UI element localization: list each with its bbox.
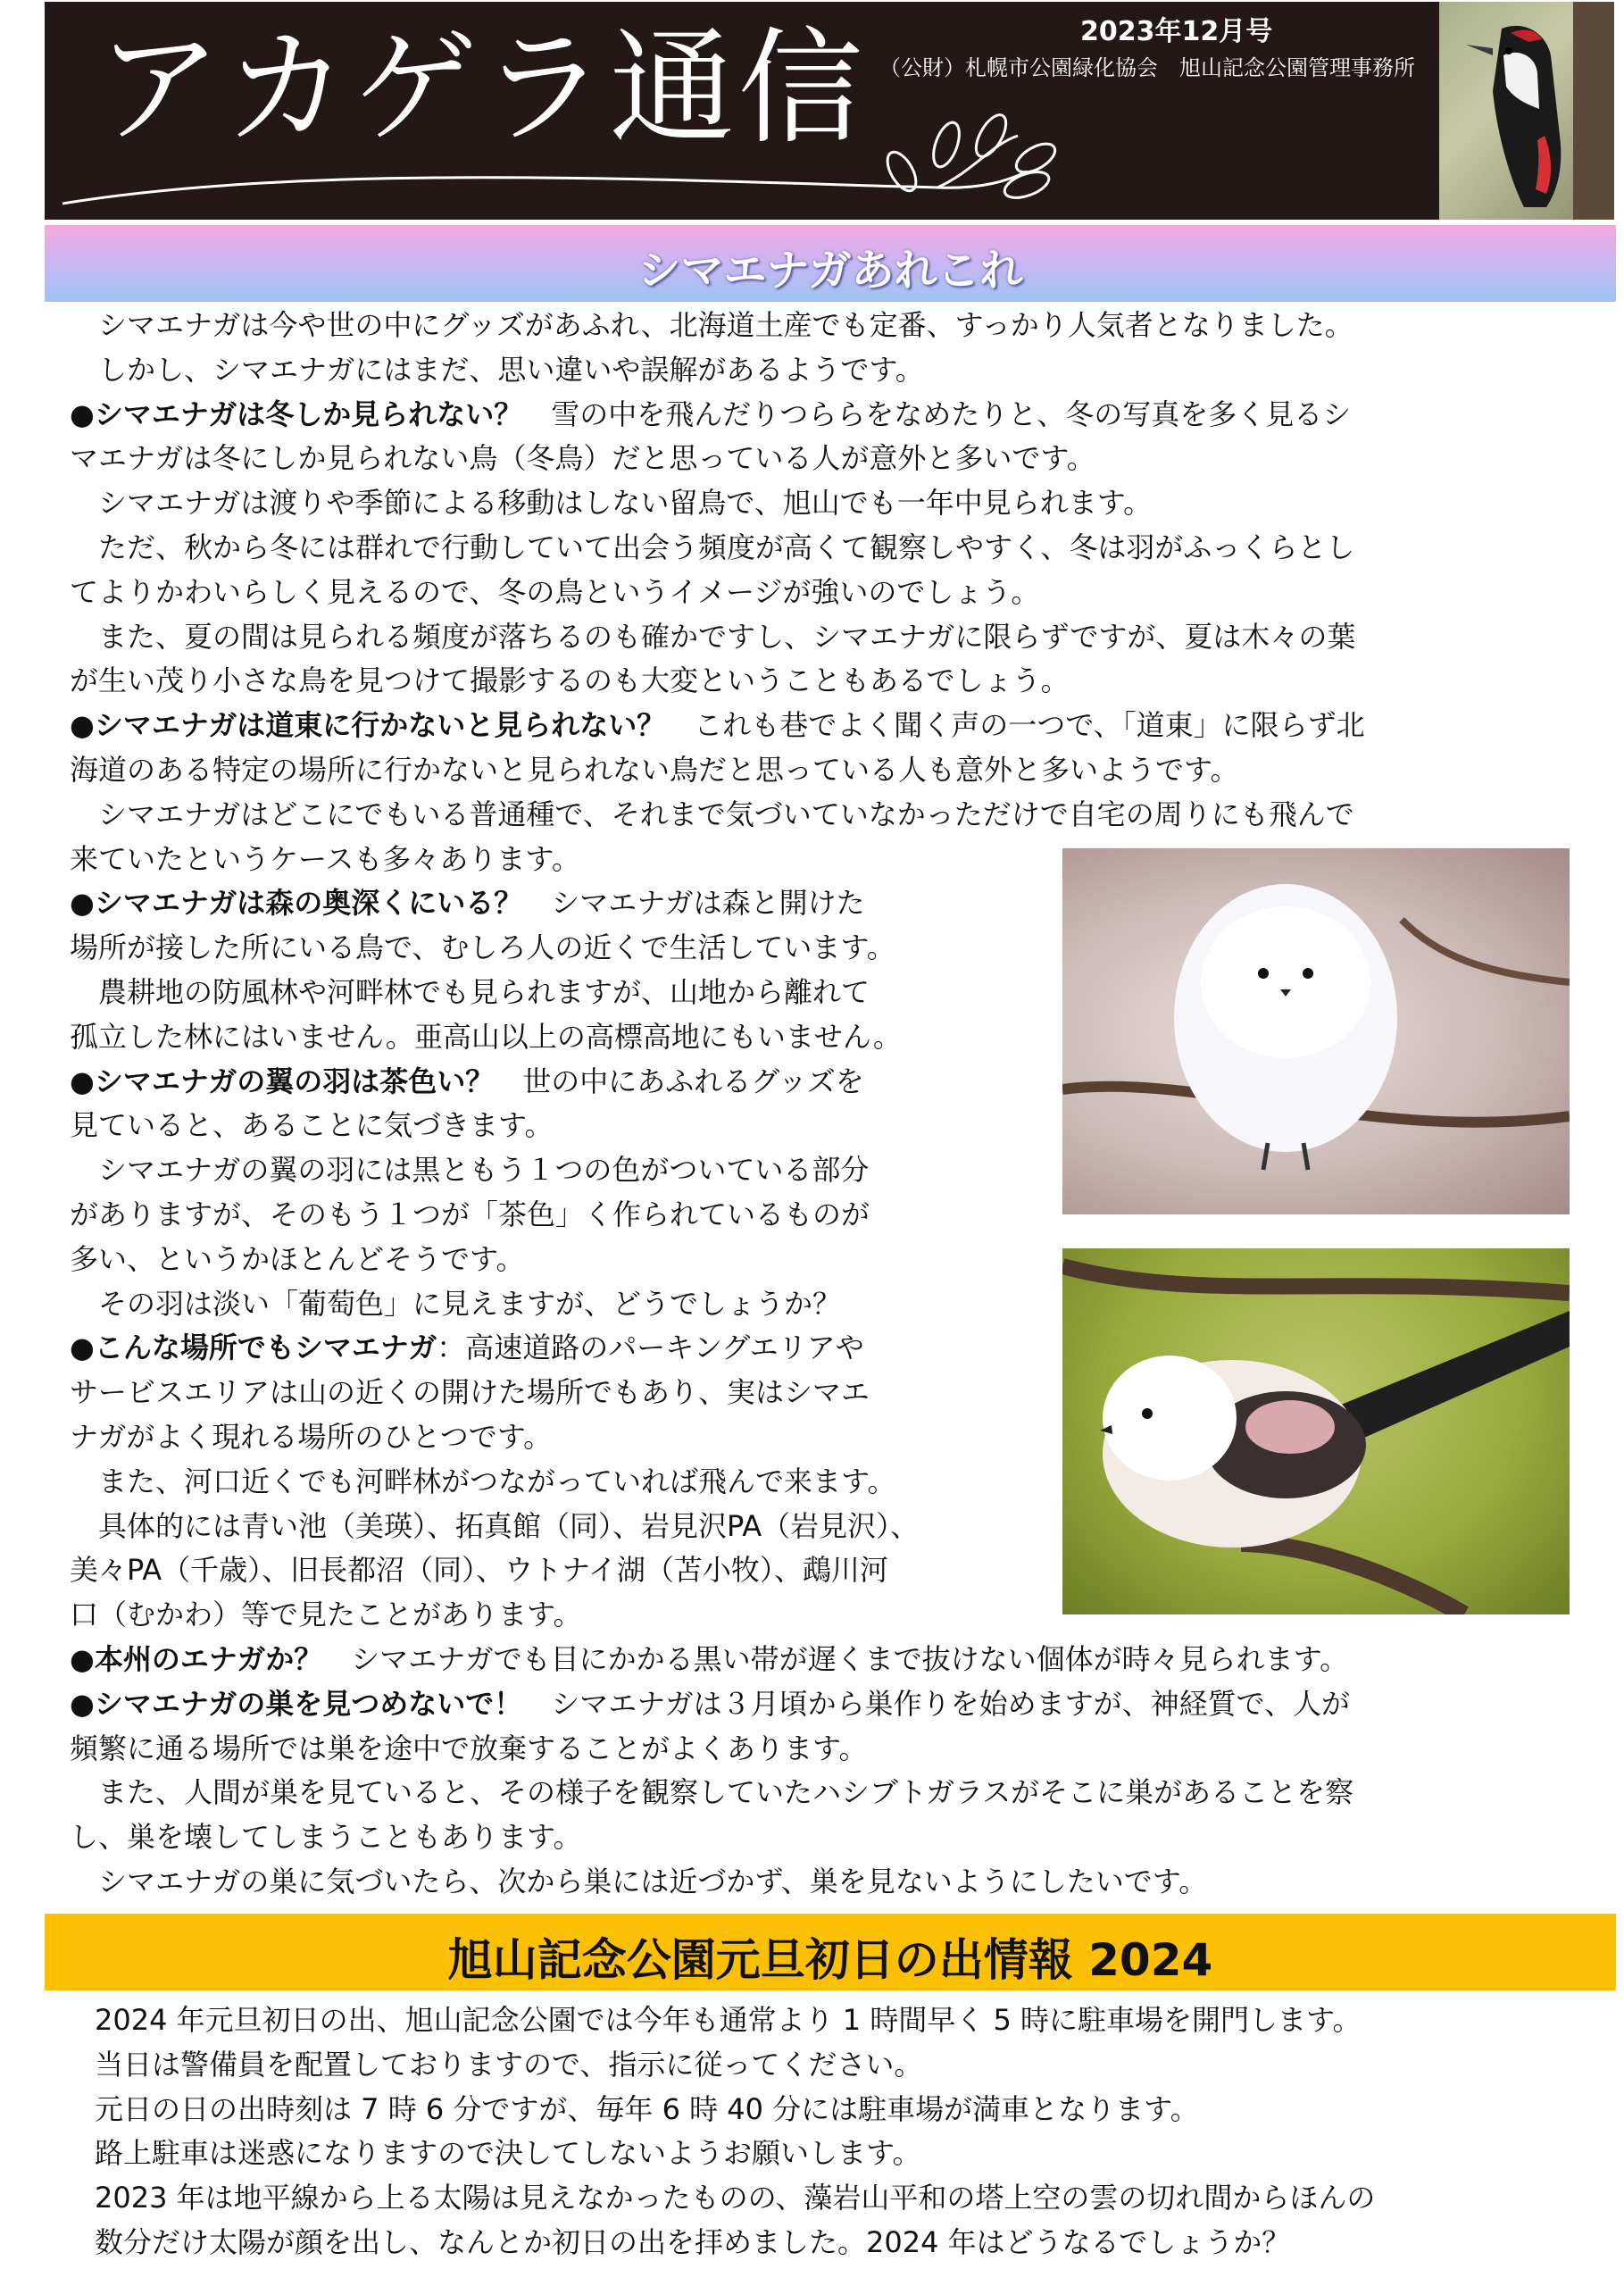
section-header-bar [45,225,1616,302]
body-text: シマエナガはどこにでもいる普通種で、それまで気づいていなかっただけで自宅の周りにも飛んで [70,797,1354,831]
body-text: 口（むかわ）等で見たことがあります。 [70,1598,582,1632]
text-line [70,1193,870,1236]
text-line [70,1638,1348,1681]
text-line [70,526,1354,569]
publisher: （公財）札幌市公園緑化協会 旭山記念公園管理事務所 [879,55,1415,80]
body-text: し、巣を壊してしまうこともあります。 [70,1820,582,1855]
text-line [70,304,1353,346]
text-line [70,1593,581,1636]
section-header-bar-sunrise [45,1914,1616,1990]
text-line [70,748,1238,791]
text-line [70,1282,841,1325]
section-title: シマエナガあれこれ [637,246,1023,296]
body-text: ただ、秋から冬には群れで行動していて出会う頻度が高くて観察しやすく、冬は羽がふっくらとし [70,530,1355,564]
text-line [70,838,580,880]
body-text: シマエナガでも目にかかる黒い帯が遅くまで抜けない個体が時々見られます。 [322,1642,1349,1676]
woodpecker-photo [1439,2,1614,220]
heading-text: ●シマエナガは冬しか見られない？ [70,396,523,431]
body-text: ：高速道路のパーキングエリアや [437,1331,864,1365]
long-tailed-tit-photo-side [1062,1248,1570,1614]
body-text: シマエナガは渡りや季節による移動はしない留鳥で、旭山でも一年中見られます。 [70,486,1153,521]
text-line [70,615,1355,658]
text-line [70,348,924,391]
heading-text: ●こんな場所でもシマエナガ [70,1331,437,1365]
body-text: 見ていると、あることに気づきます。 [70,1108,554,1143]
heading-text: ●本州のエナガか？ [70,1642,323,1676]
text-line [70,881,865,924]
text-line [70,1682,1350,1725]
heading-text: ●シマエナガの巣を見つめないで！ [70,1686,523,1721]
newsletter-title: アカゲラ通信 [96,16,867,162]
text-line [70,1727,867,1770]
body-text: 世の中にあふれるグッズを [494,1064,864,1098]
text-line [95,1998,1361,2041]
body-text: また、河口近くでも河畔林がつながっていれば飛んで来ます。 [70,1464,896,1498]
body-text: また、人間が巣を見ていると、その様子を観察していたハシブトガラスがそこに巣があることを察 [70,1775,1354,1810]
text-line [70,1460,895,1503]
section-title-sunrise: 旭山記念公園元旦初日の出情報 2024 [447,1934,1213,1986]
bird-icon [1062,848,1570,1214]
body-text: 農耕地の防風林や河畔林でも見られますが、山地から離れて [70,975,870,1009]
body-text: シマエナガは森と開けた [522,886,865,921]
body-text: 雪の中を飛んだりつららをなめたりと、冬の写真を多く見るシ [522,396,1352,431]
text-line [95,2043,922,2086]
body-text: 海道のある特定の場所に行かないと見られない鳥だと思っている人も意外と多いようです。 [70,753,1239,787]
body-text: シマエナガは３月頃から巣作りを始めますが、神経質で、人が [522,1686,1351,1721]
body-text: これも巷でよく聞く声の一つで、「道東」に限らず北 [665,708,1365,743]
text-line [70,571,1039,613]
heading-text: ●シマエナガの翼の羽は茶色い？ [70,1064,495,1098]
body-text: マエナガは冬にしか見られない鳥（冬鳥）だと思っている人が意外と多いです。 [70,441,1095,476]
body-text: シマエナガの翼の羽には黒ともう１つの色がついている部分 [70,1153,870,1188]
body-text: 路上駐車は迷惑になりますので決してしないようお願いします。 [95,2136,921,2171]
text-line [70,659,1070,702]
long-tailed-tit-photo-front [1062,848,1570,1214]
body-text: 頻繁に通る場所では巣を途中で放棄することがよくあります。 [70,1731,868,1765]
text-line [70,971,870,1014]
heading-text: ●シマエナガは道東に行かないと見られない？ [70,708,666,743]
body-text: 2023 年は地平線から上る太陽は見えなかったものの、藻岩山平和の塔上空の雲の切れ間からほんの [95,2181,1376,2215]
text-line [70,437,1095,480]
body-text: 数分だけ太陽が顔を出し、なんとか初日の出を拝めました。2024 年はどうなるでしょうか？ [95,2225,1291,2259]
body-text: 孤立した林にはいません。亜高山以上の高標高地にもいません。 [70,1019,902,1054]
text-line [70,1326,864,1369]
issue-date: 2023年12月号 [1080,16,1273,47]
text-line [70,1860,1207,1903]
body-text: 元日の日の出時刻は 7 時 6 分ですが、毎年 6 時 40 分には駐車場が満車となります。 [95,2091,1199,2126]
text-line [70,1371,870,1414]
body-text: 当日は警備員を配置しておりますので、指示に従ってください。 [95,2047,923,2082]
body-text: 多い、というかほとんどそうです。 [70,1241,525,1276]
text-line [70,1060,864,1103]
body-text: 来ていたというケースも多々あります。 [70,841,580,876]
text-line [70,1104,553,1147]
body-text: その羽は淡い「葡萄色」に見えますが、どうでしょうか？ [70,1286,842,1321]
masthead [45,2,1439,220]
body-text: ナガがよく現れる場所のひとつです。 [70,1420,553,1454]
text-line [95,2221,1290,2264]
woodpecker-icon [1439,2,1614,220]
bird-icon [1062,1248,1570,1614]
heading-text: ●シマエナガは森の奥深くにいる？ [70,886,523,921]
body-text: しかし、シマエナガにはまだ、思い違いや誤解があるようです。 [70,352,924,387]
text-line [95,2176,1375,2219]
text-line [70,1238,524,1281]
body-text: 場所が接した所にいる鳥で、むしろ人の近くで生活しています。 [70,930,895,965]
text-line [95,2132,920,2174]
text-line [70,1148,869,1191]
text-line [70,1815,581,1858]
text-line [70,393,1351,436]
text-line [70,793,1354,836]
text-line [70,926,895,969]
text-line [95,2088,1199,2131]
body-text: また、夏の間は見られる頻度が落ちるのも確かですし、シマエナガに限らずですが、夏は木々の葉 [70,619,1356,654]
text-line [70,1548,888,1591]
body-text: サービスエリアは山の近くの開けた場所でもあり、実はシマエ [70,1375,870,1410]
body-text: 具体的には青い池（美瑛）、拓真館（同）、岩見沢PA（岩見沢）、 [70,1508,920,1543]
body-text: 美々PA（千歳）、旧長都沼（同）、ウトナイ湖（苫小牧）、鵡川河 [70,1553,888,1588]
text-line [70,1015,902,1058]
text-line [70,1505,919,1548]
body-text: シマエナガの巣に気づいたら、次から巣には近づかず、巣を見ないようにしたいです。 [70,1865,1208,1898]
body-text: シマエナガは今や世の中にグッズがあふれ、北海道土産でも定番、すっかり人気者となりました。 [70,308,1353,342]
text-line [70,1415,552,1458]
text-line [70,481,1152,524]
body-text: が生い茂り小さな鳥を見つけて撮影するのも大変ということもあるでしょう。 [70,663,1070,698]
body-text: てよりかわいらしく見えるので、冬の鳥というイメージが強いのでしょう。 [70,574,1040,609]
body-text: がありますが、そのもう１つが「茶色」く作られているものが [70,1197,870,1231]
body-text: 2024 年元旦初日の出、旭山記念公園では今年も通常より 1 時間早く 5 時に駐車場を開門します。 [95,2003,1362,2037]
text-line [70,1771,1353,1814]
text-line [70,704,1365,747]
